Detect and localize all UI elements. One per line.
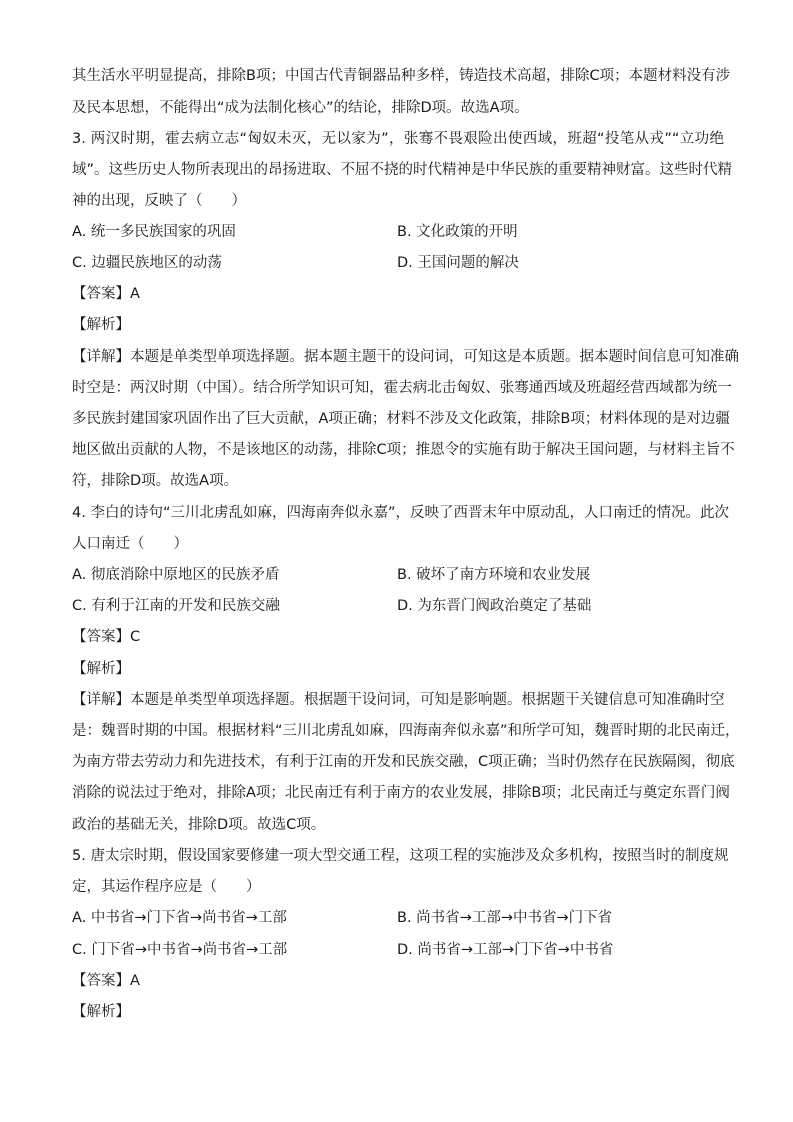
question-3-stem: 域”。这些历史人物所表现出的昂扬进取、不屈不挠的时代精神是中华民族的重要精神财富。这些时代精 — [72, 162, 733, 178]
question-4-stem: 4. 李白的诗句“三川北虏乱如麻，四海南奔似永嘉”，反映了西晋末年中原动乱，人口南迁的情况。此次 — [72, 505, 729, 521]
question-4-option-b: B. 破坏了南方环境和农业发展 — [397, 567, 591, 583]
explanation-line: 地区做出贡献的人物，不是该地区的动荡，排除C项；推恩令的实施有助于解决王国问题，与材料主旨不 — [72, 442, 735, 458]
question-5-stem: 定，其运作程序应是（ ） — [72, 879, 261, 895]
question-4-option-c: C. 有利于江南的开发和民族交融 — [72, 598, 280, 614]
explanation-line: 是：魏晋时期的中国。根据材料“三川北虏乱如麻，四海南奔似永嘉”和所学可知，魏晋时期的北民南迁， — [72, 723, 740, 739]
question-4-option-a: A. 彻底消除中原地区的民族矛盾 — [72, 567, 280, 583]
question-4-stem: 人口南迁（ ） — [72, 536, 188, 552]
explanation-line: 【详解】本题是单类型单项选择题。据本题主题干的设问词，可知这是本质题。据本题时间信息可知准确 — [72, 349, 739, 365]
question-5-option-d: D. 尚书省→工部→门下省→中书省 — [397, 942, 614, 958]
question-3-option-a: A. 统一多民族国家的巩固 — [72, 224, 236, 240]
question-3-stem: 神的出现，反映了（ ） — [72, 193, 246, 209]
question-3-option-b: B. 文化政策的开明 — [397, 224, 518, 240]
answer-label: 【答案】A — [72, 286, 140, 302]
explanation-line: 为南方带去劳动力和先进技术，有利于江南的开发和民族交融，C项正确；当时仍然存在民族隔阂，彻底 — [72, 754, 735, 770]
analysis-label: 【解析】 — [72, 317, 130, 333]
question-3-stem: 3. 两汉时期，霍去病立志“匈奴未灭，无以家为”，张骞不畏艰险出使西域，班超“投笔从戎”“立功绝 — [72, 131, 724, 147]
question-5-option-a: A. 中书省→门下省→尚书省→工部 — [72, 910, 287, 926]
explanation-line: 多民族封建国家巩固作出了巨大贡献，A项正确；材料不涉及文化政策，排除B项；材料体现的是对边疆 — [72, 411, 730, 427]
explanation-line: 消除的说法过于绝对，排除A项；北民南迁有利于南方的农业发展，排除B项；北民南迁与奠定东晋门阀 — [72, 785, 730, 801]
analysis-label: 【解析】 — [72, 1004, 130, 1020]
explanation-line: 时空是：两汉时期（中国）。结合所学知识可知，霍去病北击匈奴、张骞通西域及班超经营西域都为统一 — [72, 380, 732, 396]
text-line: 其生活水平明显提高，排除B项；中国古代青铜器品种多样，铸造技术高超，排除C项；本题材料没有涉 — [72, 68, 731, 84]
question-5-option-b: B. 尚书省→工部→中书省→门下省 — [397, 910, 613, 926]
answer-label: 【答案】C — [72, 629, 141, 645]
question-5-option-c: C. 门下省→中书省→尚书省→工部 — [72, 942, 288, 958]
text-line: 及民本思想，不能得出“成为法制化核心”的结论，排除D项。故选A项。 — [72, 100, 529, 116]
question-3-option-d: D. 王国问题的解决 — [397, 255, 519, 271]
explanation-line: 【详解】本题是单类型单项选择题。根据题干设问词，可知是影响题。根据题干关键信息可知准确时空 — [72, 692, 725, 708]
explanation-line: 符，排除D项。故选A项。 — [72, 473, 239, 489]
question-5-stem: 5. 唐太宗时期，假设国家要修建一项大型交通工程，这项工程的实施涉及众多机构，按照当时的制度规 — [72, 848, 729, 864]
question-4-option-d: D. 为东晋门阀政治奠定了基础 — [397, 598, 592, 614]
question-3-option-c: C. 边疆民族地区的动荡 — [72, 255, 222, 271]
analysis-label: 【解析】 — [72, 661, 130, 677]
explanation-line: 政治的基础无关，排除D项。故选C项。 — [72, 817, 326, 833]
answer-label: 【答案】A — [72, 973, 140, 989]
